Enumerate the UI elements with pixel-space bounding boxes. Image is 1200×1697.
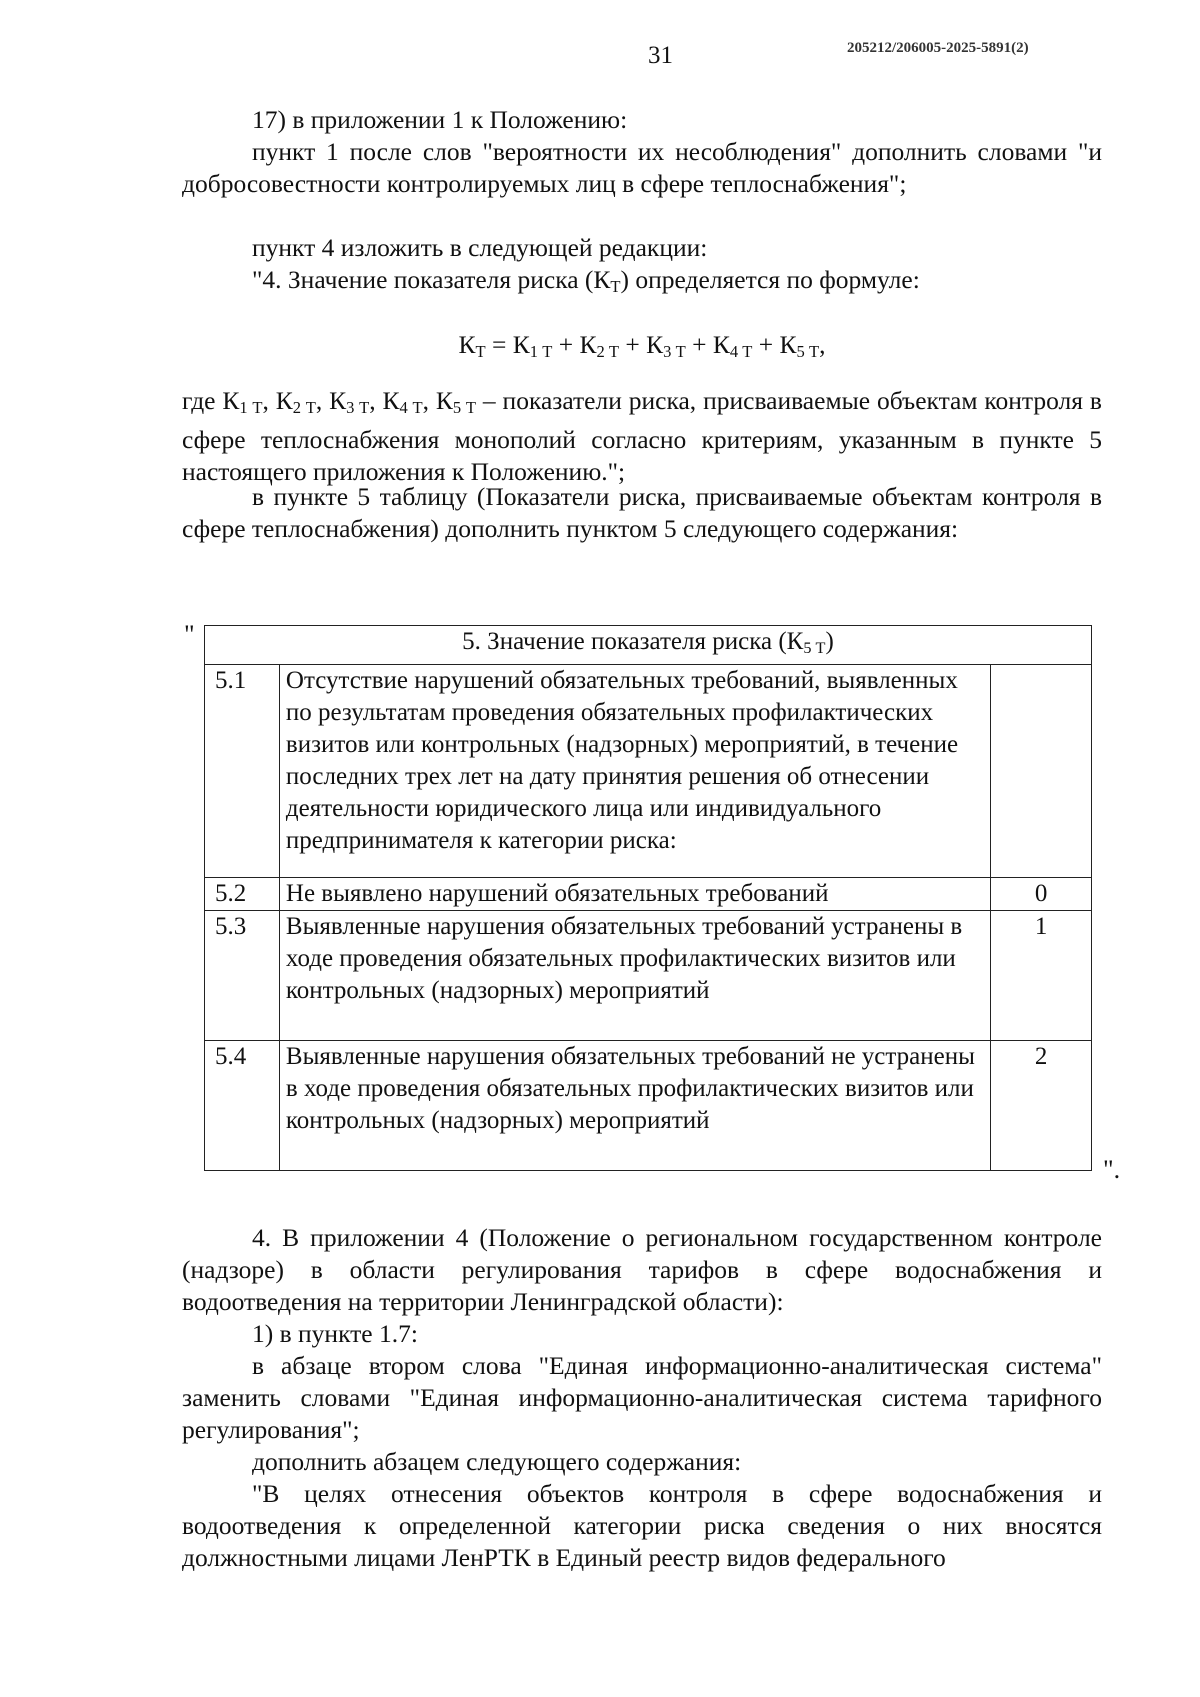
section-4-item-1: 1) в пункте 1.7: bbox=[252, 1319, 418, 1348]
row-value: 0 bbox=[991, 878, 1092, 911]
row-text: Выявленные нарушения обязательных требований не устранены в ходе проведения обязательных профилактических визитов или контрольных (надзорных) мероприятий bbox=[279, 1041, 990, 1171]
section-4-abzac-2: в абзаце втором слова "Единая информационно-аналитическая система" заменить словами "Единая информационно-аналитическая система тарифного регулирования"; bbox=[182, 1351, 1102, 1444]
table-header: 5. Значение показателя риска $(К_{5 Т})$ bbox=[205, 626, 1092, 665]
row-number: 5.4 bbox=[205, 1041, 280, 1171]
row-value: 1 bbox=[991, 911, 1092, 1041]
paragraph-point-5: в пункте 5 таблицу (Показатели риска, присваиваемые объектам контроля в сфере теплоснабжения) дополнить пунктом 5 следующего содержания: bbox=[182, 482, 1102, 543]
risk-indicator-table bbox=[204, 625, 1092, 1171]
row-text: Отсутствие нарушений обязательных требований, выявленных по результатам проведения обязательных профилактических визитов или контрольных (надзорных) мероприятий, в течение последних трех лет на дату принятия решения об отнесении деятельности юридического лица или индивидуального предпринимателя к категории риска: bbox=[279, 665, 990, 878]
table-row bbox=[205, 911, 1092, 1041]
opening-quote: " bbox=[184, 620, 195, 649]
table-row bbox=[205, 1041, 1092, 1171]
section-4-add: дополнить абзацем следующего содержания: bbox=[252, 1447, 742, 1476]
paragraph-where: где $К_{1 Т}$, $К_{2 Т}$, $К_{3 Т}$, $К_{4 Т}$, $К_{5 Т}$ – показатели риска, присваиваемые объектам контроля в сфере теплоснабжения монополий согласно критериям, указанным в пункте 5 настоящего приложения к Положению."; bbox=[182, 386, 1102, 487]
row-number: 5.1 bbox=[205, 665, 280, 878]
section-4-quote: "В целях отнесения объектов контроля в сфере водоснабжения и водоотведения к определенной категории риска сведения о них вносятся должностными лицами ЛенРТК в Единый реестр видов федерального bbox=[182, 1479, 1102, 1572]
row-text: Не выявлено нарушений обязательных требований bbox=[279, 878, 990, 911]
section-4-intro: 4. В приложении 4 (Положение о региональном государственном контроле (надзоре) в области регулирования тарифов в сфере водоснабжения и водоотведения на территории Ленинградской области): bbox=[182, 1223, 1102, 1316]
row-number: 5.2 bbox=[205, 878, 280, 911]
document-id: 205212/206005-2025-5891(2) bbox=[847, 40, 1029, 56]
table-row bbox=[205, 665, 1092, 878]
row-value bbox=[991, 665, 1092, 878]
risk-formula: $К_Т = К_{1 Т} + К_{2 Т} + К_{3 Т} + К_{4 Т} + К_{5 Т}$, bbox=[458, 330, 826, 362]
paragraph-point-1: пункт 1 после слов "вероятности их несоблюдения" дополнить словами "и добросовестности контролируемых лиц в сфере теплоснабжения"; bbox=[182, 137, 1102, 198]
paragraph-point-4-quote: "4. Значение показателя риска $(К_Т)$ определяется по формуле: bbox=[252, 265, 920, 297]
table-row bbox=[205, 878, 1092, 911]
table-header-row bbox=[205, 626, 1092, 665]
closing-quote: ". bbox=[1103, 1155, 1121, 1184]
paragraph-point-4: пункт 4 изложить в следующей редакции: bbox=[252, 233, 708, 262]
page-number: 31 bbox=[648, 42, 673, 69]
item-17: 17) в приложении 1 к Положению: bbox=[252, 105, 628, 134]
row-number: 5.3 bbox=[205, 911, 280, 1041]
row-text: Выявленные нарушения обязательных требований устранены в ходе проведения обязательных профилактических визитов или контрольных (надзорных) мероприятий bbox=[279, 911, 990, 1041]
row-value: 2 bbox=[991, 1041, 1092, 1171]
